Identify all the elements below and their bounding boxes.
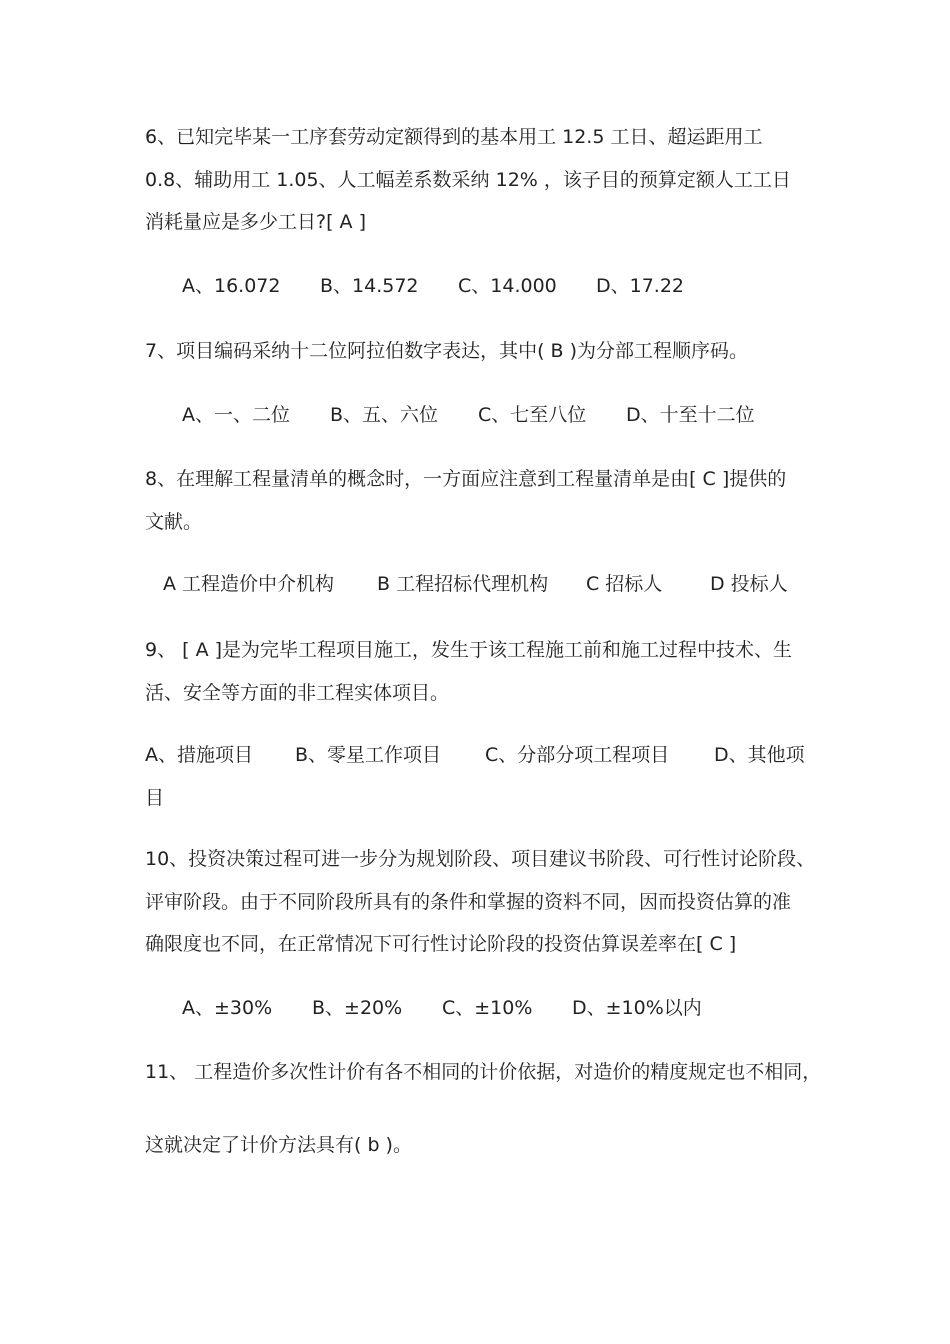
question-6-options xyxy=(182,274,684,298)
option-c: C、分部分项工程项目 xyxy=(485,744,670,766)
option-a: A、措施项目 xyxy=(145,744,253,766)
question-7-options xyxy=(182,403,755,427)
question-9-line-2: 活、安全等方面的非工程实体项目。 xyxy=(145,682,450,704)
option-b: B、零星工作项目 xyxy=(295,744,442,766)
question-11-line-2: 这就决定了计价方法具有( b )。 xyxy=(145,1134,412,1156)
option-b: B、14.572 xyxy=(320,275,419,297)
question-10-line-2: 评审阶段。由于不同阶段所具有的条件和掌握的资料不同，因而投资估算的准 xyxy=(145,891,792,913)
option-b: B、±20% xyxy=(312,997,403,1019)
option-d: D 投标人 xyxy=(710,573,788,595)
option-b: B、五、六位 xyxy=(330,404,439,426)
option-a: A、16.072 xyxy=(182,275,281,297)
option-d: D、17.22 xyxy=(596,275,685,297)
question-9-options xyxy=(145,743,805,767)
option-c: C、七至八位 xyxy=(478,404,587,426)
option-c: C、14.000 xyxy=(458,275,557,297)
question-10-line-3: 确限度也不同，在正常情况下可行性讨论阶段的投资估算误差率在[ C ] xyxy=(145,933,737,955)
option-c: C、±10% xyxy=(442,997,533,1019)
question-8-options xyxy=(163,572,788,596)
question-11-line-1: 11、 工程造价多次性计价有各不相同的计价依据，对造价的精度规定也不相同， xyxy=(145,1061,822,1083)
question-6-line-3: 消耗量应是多少工日?[ A ] xyxy=(145,211,366,233)
option-c: C 招标人 xyxy=(586,573,663,595)
question-8-line-1: 8、在理解工程量清单的概念时，一方面应注意到工程量清单是由[ C ]提供的 xyxy=(145,468,787,490)
question-10-line-1: 10、投资决策过程可进一步分为规划阶段、项目建议书阶段、可行性讨论阶段、 xyxy=(145,848,816,870)
option-d: D、±10%以内 xyxy=(572,997,702,1019)
question-9-options-wrap: 目 xyxy=(145,787,165,809)
option-a: A 工程造价中介机构 xyxy=(163,573,335,595)
question-9-line-1: 9、 [ A ]是为完毕工程项目施工，发生于该工程施工前和施工过程中技术、生 xyxy=(145,639,793,661)
question-10-options xyxy=(182,996,702,1020)
question-7-line-1: 7、项目编码采纳十二位阿拉伯数字表达，其中( B )为分部工程顺序码。 xyxy=(145,340,749,362)
option-d: D、其他项 xyxy=(714,744,805,766)
option-a: A、±30% xyxy=(182,997,273,1019)
option-a: A、一、二位 xyxy=(182,404,290,426)
question-6-line-1: 6、已知完毕某一工序套劳动定额得到的基本用工 12.5 工日、超运距用工 xyxy=(145,126,763,148)
option-d: D、十至十二位 xyxy=(626,404,755,426)
question-8-line-2: 文献。 xyxy=(145,511,203,533)
option-b: B 工程招标代理机构 xyxy=(377,573,549,595)
question-6-line-2: 0.8、辅助用工 1.05、人工幅差系数采纳 12% ，该子目的预算定额人工工日 xyxy=(145,169,791,191)
